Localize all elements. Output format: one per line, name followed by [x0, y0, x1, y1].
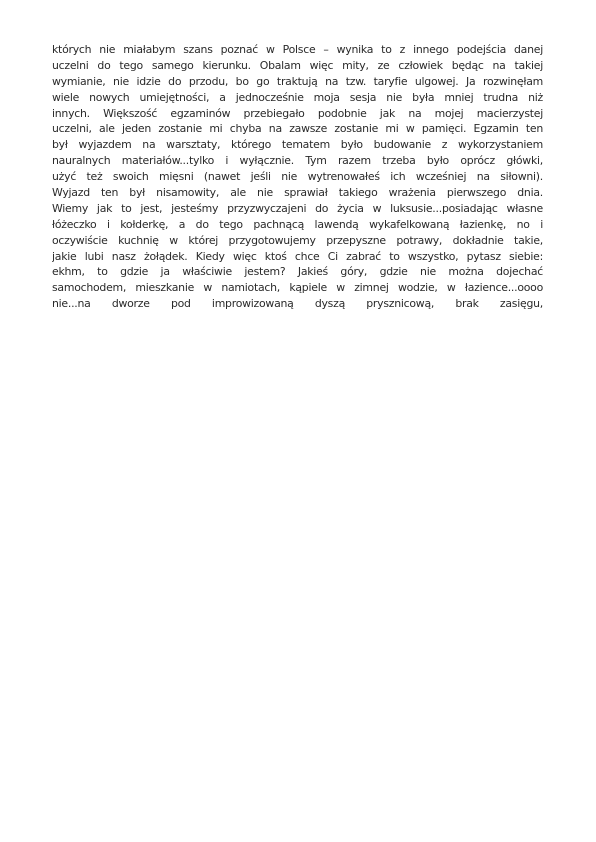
text-line: oczywiście kuchnię w której przygotowujemy przepyszne potrawy, dokładnie takie,: [52, 233, 543, 247]
text-line: innych. Większość egzaminów przebiegało podobnie jak na mojej macierzystej: [52, 106, 543, 120]
text-line: uczelni do tego samego kierunku. Obalam więc mity, ze człowiek będąc na takiej: [52, 58, 543, 72]
text-line: Wyjazd ten był nisamowity, ale nie sprawiał takiego wrażenia pierwszego dnia.: [52, 186, 543, 200]
text-line: jakie lubi nasz żołądek. Kiedy więc ktoś chce Ci zabrać to wszystko, pytasz siebie:: [52, 249, 543, 263]
text-line: samochodem, mieszkanie w namiotach, kąpiele w zimnej wodzie, w łazience...oooo: [52, 281, 543, 295]
text-line: nie...na dworze pod improwizowaną dyszą prysznicową, brak zasięgu,: [52, 297, 543, 311]
text-line: był wyjazdem na warsztaty, którego tematem było budowanie z wykorzystaniem: [52, 138, 543, 152]
text-line: uczelni, ale jeden zostanie mi chyba na zawsze zostanie mi w pamięci. Egzamin ten: [52, 122, 543, 136]
text-line: łóżeczko i kołderkę, a do tego pachnącą lawendą wykafelkowaną łazienkę, no i: [52, 217, 543, 231]
text-line: wiele nowych umiejętności, a jednocześnie moja sesja nie była mniej trudna niż: [52, 90, 543, 104]
text-line: ekhm, to gdzie ja właściwie jestem? Jakieś góry, gdzie nie można dojechać: [52, 265, 543, 279]
text-line: których nie miałabym szans poznać w Polsce – wynika to z innego podejścia danej: [52, 43, 543, 56]
body-text: [52, 42, 543, 312]
text-line: użyć też swoich mięsni (nawet jeśli nie wytrenowałeś ich wcześniej na siłowni).: [52, 170, 543, 184]
text-line: wymianie, nie idzie do przodu, bo go traktują na tzw. taryfie ulgowej. Ja rozwinęłam: [52, 74, 543, 88]
text-line: Wiemy jak to jest, jesteśmy przyzwyczajeni do życia w luksusie...posiadając własne: [52, 201, 543, 215]
text-line: nauralnych materiałów...tylko i wyłącznie. Tym razem trzeba było oprócz główki,: [52, 154, 543, 168]
